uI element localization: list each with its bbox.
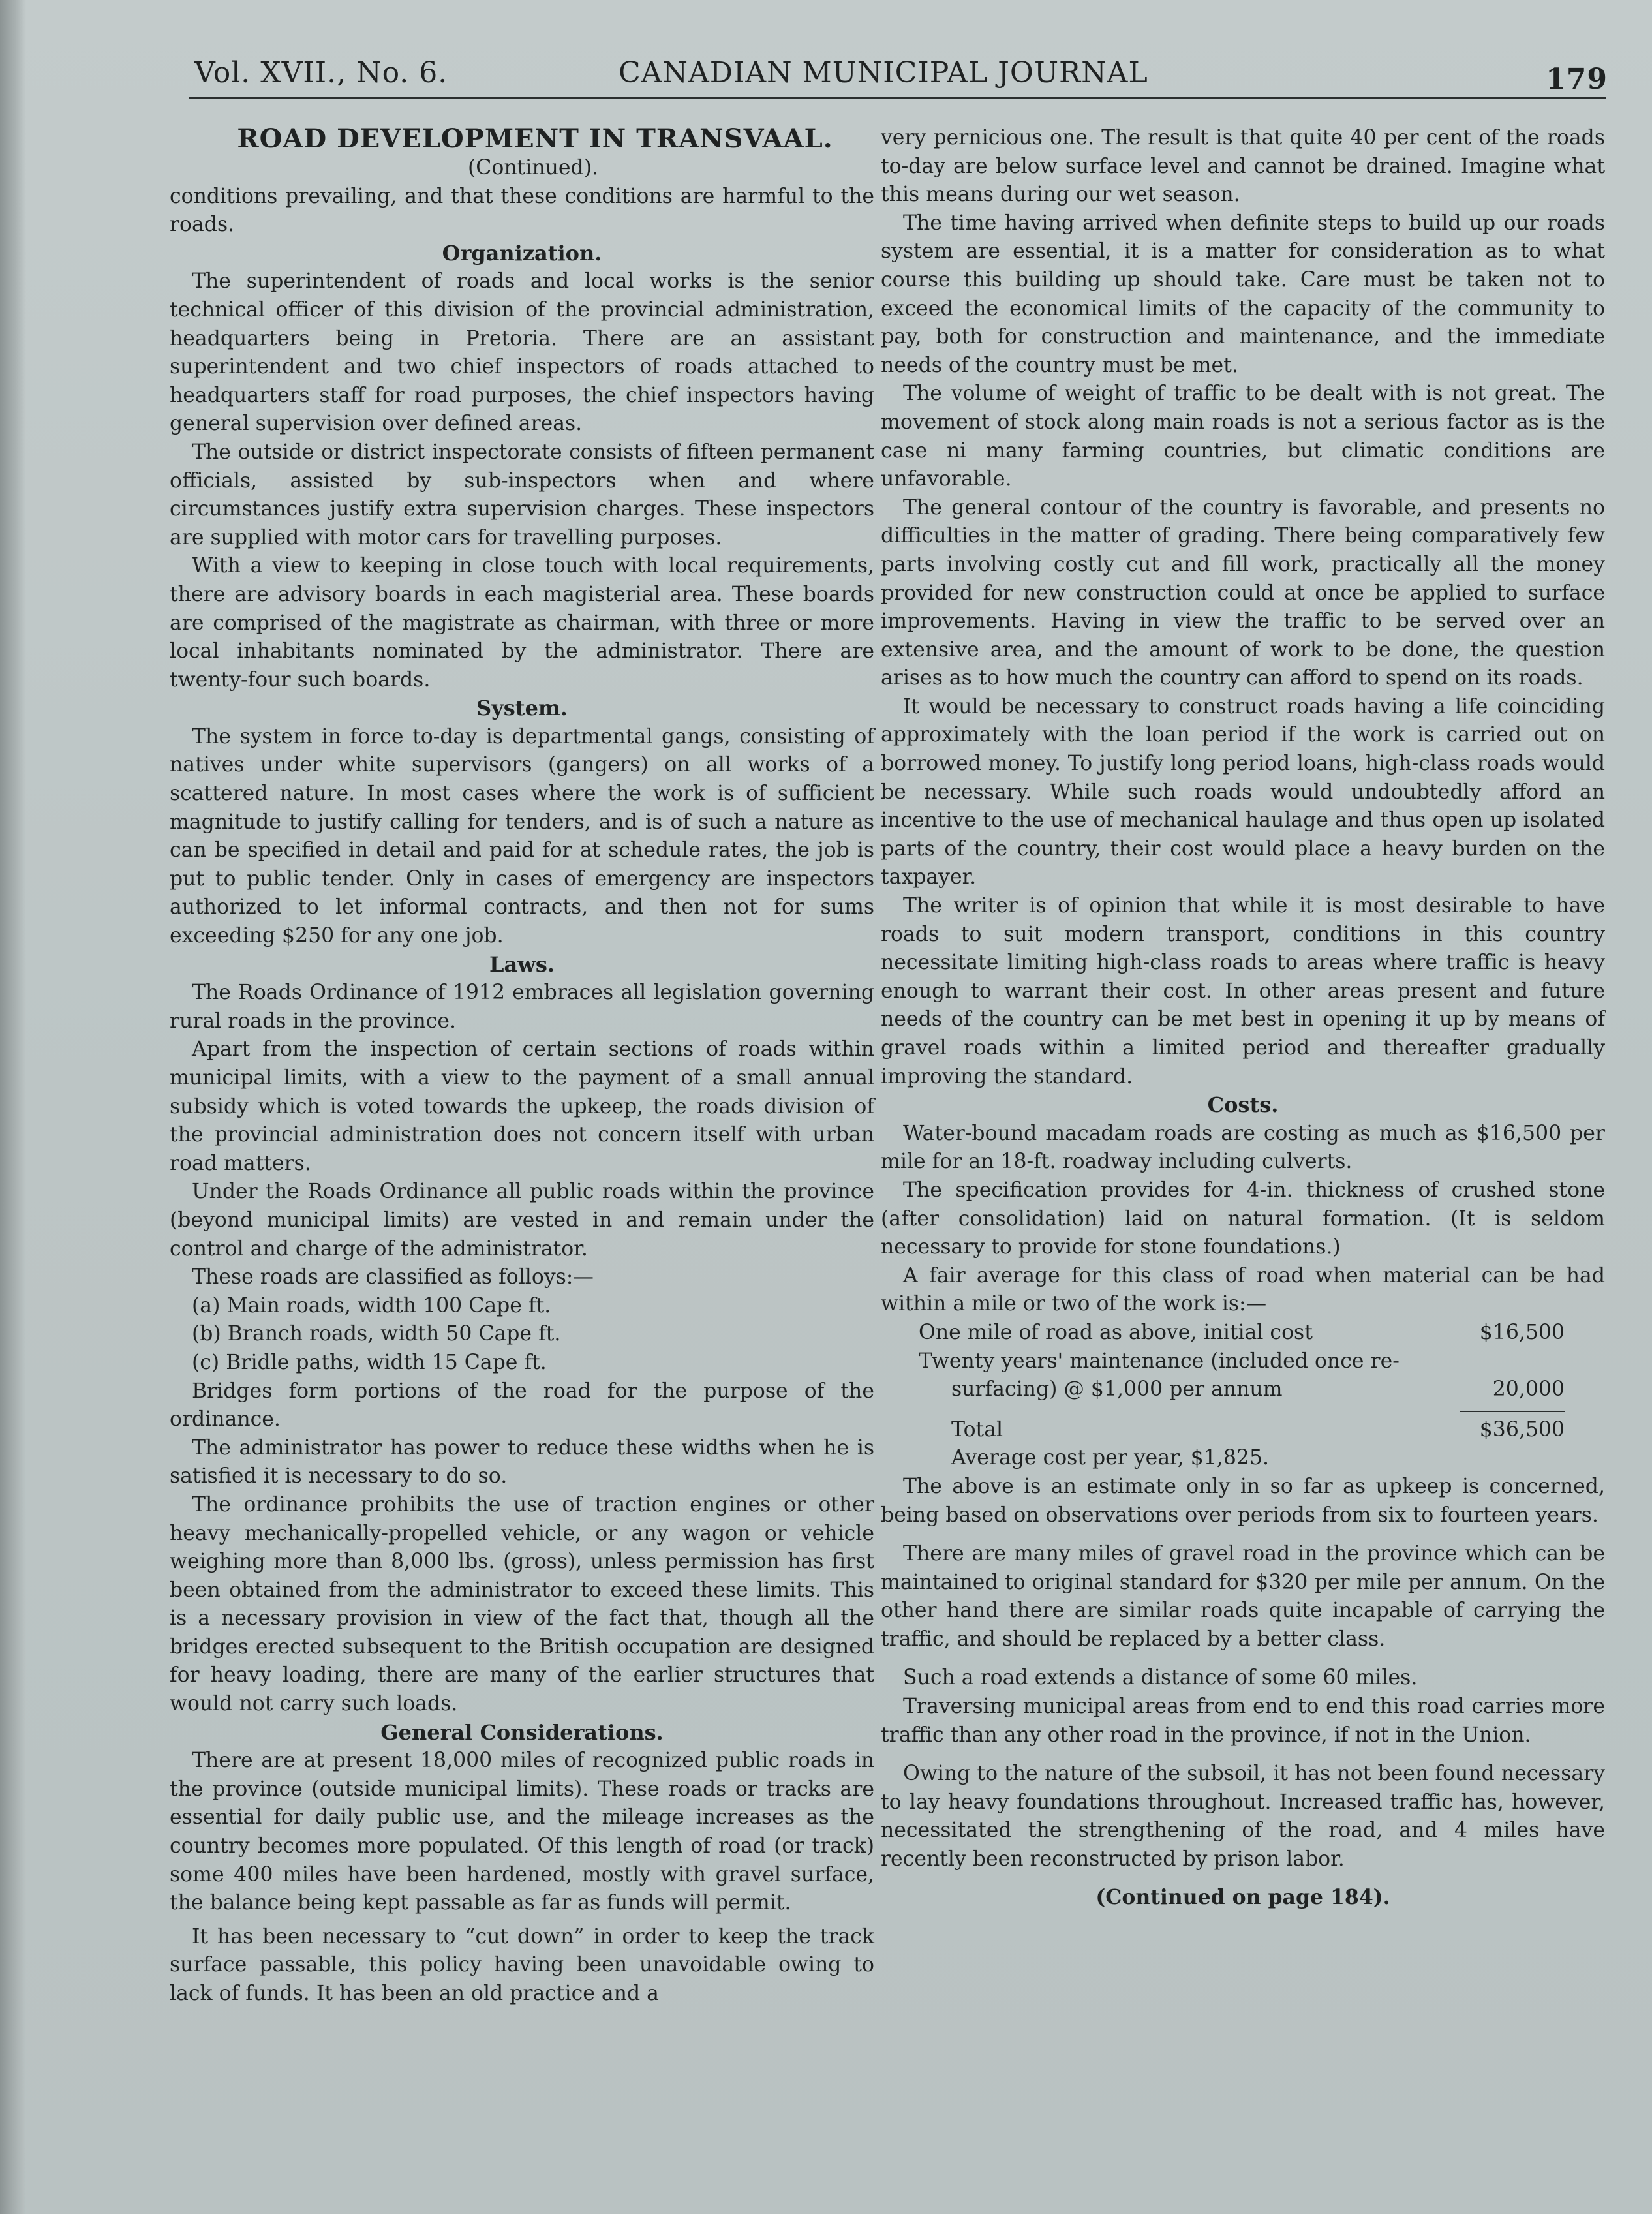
paragraph: There are many miles of gravel road in the province which can be maintained to original standard for $320 per mile per annum. On the other hand there are similar roads quite incapable of carrying the traffic, and should be replaced by a better class. — [881, 1542, 1605, 1651]
page-number: 179 — [1546, 63, 1608, 96]
paragraph: The superintendent of roads and local works is the senior technical officer of this division of the provincial administration, headquarters being in Pretoria. There are an assistant superintendent and two chief inspectors of roads attached to headquarters staff for road purposes, the chief inspectors having general supervision over defined areas. — [170, 269, 874, 436]
paragraph: It would be necessary to construct roads having a life coinciding approximately with the loan period if the work is carried out on borrowed money. To justify long period loans, high-class roads would be necessary. While such roads would undoubtedly afford an incentive to the use of mechanical haulage and thus open up isolated parts of the country, their cost would place a heavy burden on the taxpayer. — [881, 694, 1605, 889]
cost-total-row — [919, 1416, 1565, 1445]
cost-table — [919, 1319, 1565, 1473]
section-heading-organization: Organization. — [442, 240, 602, 266]
total-rule — [1460, 1411, 1565, 1412]
cost-row — [919, 1319, 1565, 1347]
continued-on-note: (Continued on page 184). — [1095, 1884, 1390, 1909]
paragraph: There are at present 18,000 miles of recognized public roads in the province (outside municipal limits). These roads or tracks are essential for daily public use, and the mileage increases as the country becomes more populated. Of this length of road (or track) some 400 miles have been hardened, mostly with gravel surface, the balance being kept passable as far as funds will permit. — [170, 1749, 874, 1915]
list-item: (a) Main roads, width 100 Cape ft. — [192, 1293, 551, 1317]
header-rule — [189, 97, 1606, 99]
paragraph: Owing to the nature of the subsoil, it has not been found necessary to lay heavy foundations throughout. Increased traffic has, however, necessitated the strengthening of the road, and 4 miles have recently been reconstructed by prison labor. — [881, 1762, 1605, 1871]
journal-title: CANADIAN MUNICIPAL JOURNAL — [619, 56, 1148, 89]
total-amount: $36,500 — [1479, 1417, 1565, 1441]
left-column — [170, 124, 874, 2008]
cost-amount: $16,500 — [1479, 1320, 1565, 1344]
paragraph: A fair average for this class of road when material can be had within a mile or two of the work is:— — [881, 1263, 1605, 1316]
paragraph: Water-bound macadam roads are costing as much as $16,500 per mile for an 18-ft. roadway including culverts. — [881, 1121, 1605, 1174]
right-column — [881, 124, 1605, 1911]
cost-row — [919, 1347, 1565, 1376]
page-gutter — [0, 0, 26, 2214]
paragraph: Under the Roads Ordinance all public roads within the province (beyond municipal limits) are vested in and remain under the control and charge of the administrator. — [170, 1180, 874, 1261]
running-head — [194, 56, 1608, 102]
continued-label: (Continued). — [467, 156, 599, 179]
paragraph: conditions prevailing, and that these conditions are harmful to the roads. — [170, 184, 874, 237]
list-item: (c) Bridle paths, width 15 Cape ft. — [192, 1350, 547, 1374]
paragraph: The outside or district inspectorate consists of fifteen permanent officials, assisted by sub-inspectors when and where circumstances justify extra supervision charges. These inspectors are supplied with motor cars for travelling purposes. — [170, 440, 874, 549]
section-heading-general: General Considerations. — [380, 1719, 664, 1745]
paragraph: Bridges form portions of the road for the purpose of the ordinance. — [170, 1379, 874, 1432]
article-title: ROAD DEVELOPMENT IN TRANSVAAL. — [237, 123, 833, 154]
paragraph: The specification provides for 4-in. thickness of crushed stone (after consolidation) laid on natural formation. (It is seldom necessary to provide for stone foundations.) — [881, 1178, 1605, 1259]
section-heading-laws: Laws. — [489, 951, 555, 977]
cost-label: surfacing) @ $1,000 per annum — [951, 1377, 1283, 1402]
paragraph: The system in force to-day is departmental gangs, consisting of natives under white supervisors (gangers) on all works of a scattered nature. In most cases where the work is of sufficient magnitude to justify calling for tenders, and is of such a nature as can be specified in detail and paid for at schedule rates, the job is put to public tender. Only in cases of emergency are inspectors authorized to let informal contracts, and then not for sums exceeding $250 for any one job. — [170, 724, 874, 948]
paragraph: Such a road extends a distance of some 60 miles. — [903, 1666, 1418, 1690]
paragraph: very pernicious one. The result is that quite 40 per cent of the roads to-day are below surface level and cannot be drained. Imagine what this means during our wet season. — [881, 126, 1605, 207]
paragraph: The writer is of opinion that while it is most desirable to have roads to suit modern transport, conditions in this country necessitate limiting high-class roads to areas where traffic is heavy enough to warrant their cost. In other areas present and future needs of the country can be met best in opening it up by means of gravel roads within a limited period and thereafter gradually improving the standard. — [881, 894, 1605, 1088]
total-label: Total — [951, 1417, 1003, 1441]
paragraph: It has been necessary to “cut down” in order to keep the track surface passable, this policy having been unavoidable owing to lack of funds. It has been an old practice and a — [170, 1924, 874, 2005]
cost-label: Twenty years' maintenance (included once re- — [919, 1349, 1400, 1373]
paragraph: With a view to keeping in close touch with local requirements, there are advisory boards in each magisterial area. These boards are comprised of the magistrate as chairman, with three or more local inhabitants nominated by the administrator. There are twenty-four such boards. — [170, 554, 874, 692]
paragraph: Apart from the inspection of certain sections of roads within municipal limits, with a view to the payment of a small annual subsidy which is voted towards the upkeep, the roads division of the provincial administration does not concern itself with urban road matters. — [170, 1038, 874, 1175]
section-heading-costs: Costs. — [1207, 1092, 1279, 1118]
paragraph: The ordinance prohibits the use of traction engines or other heavy mechanically-propelled vehicle, or any wagon or vehicle weighing more than 8,000 lbs. (gross), unless permission has first been obtained from the administrator to exceed these limits. This is a necessary provision in view of the fact that, though all the bridges erected subsequent to the British occupation are designed for heavy loading, there are many of the earlier structures that would not carry such loads. — [170, 1492, 874, 1716]
road-classification-list — [170, 1292, 874, 1377]
paragraph: The Roads Ordinance of 1912 embraces all legislation governing rural roads in the province. — [170, 981, 874, 1033]
cost-amount: 20,000 — [1492, 1377, 1565, 1402]
volume-label: Vol. XVII., No. 6. — [194, 56, 448, 89]
section-heading-system: System. — [476, 696, 568, 721]
paragraph: The above is an estimate only in so far as upkeep is concerned, being based on observations over periods from six to fourteen years. — [881, 1474, 1605, 1527]
cost-label: One mile of road as above, initial cost — [919, 1320, 1313, 1344]
average-cost: Average cost per year, $1,825. — [951, 1446, 1269, 1470]
paragraph: These roads are classified as folloys:— — [192, 1265, 594, 1289]
list-item: (b) Branch roads, width 50 Cape ft. — [192, 1322, 561, 1346]
cost-row — [919, 1376, 1565, 1404]
paragraph: The general contour of the country is favorable, and presents no difficulties in the matter of grading. There being comparatively few parts involving costly cut and fill work, practically all the money provided for new construction could at once be applied to surface improvements. Having in view the traffic to be served over an extensive area, and the amount of work to be done, the question arises as to how much the country can afford to spend on its roads. — [881, 495, 1605, 690]
paragraph: The volume of weight of traffic to be dealt with is not great. The movement of stock along main roads is not a serious factor as is the case ni many farming countries, but climatic conditions are unfavorable. — [881, 382, 1605, 491]
paragraph: The administrator has power to reduce these widths when he is satisfied it is necessary to do so. — [170, 1436, 874, 1488]
paragraph: The time having arrived when definite steps to build up our roads system are essential, it is a matter for consideration as to what course this building up should take. Care must be taken not to exceed the economical limits of the capacity of the community to pay, both for construction and maintenance, and the immediate needs of the country must be met. — [881, 211, 1605, 377]
paragraph: Traversing municipal areas from end to end this road carries more traffic than any other road in the province, if not in the Union. — [881, 1695, 1605, 1747]
